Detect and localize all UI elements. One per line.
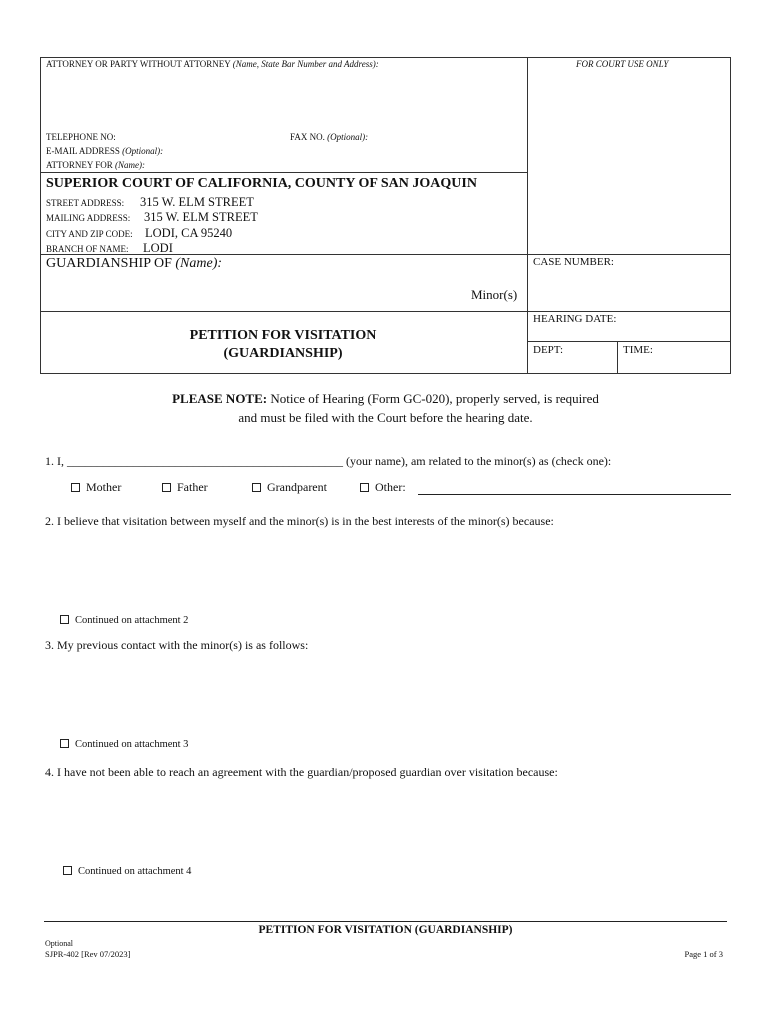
hearing-divider: [527, 341, 731, 342]
other-checkbox[interactable]: [360, 483, 369, 492]
time-label: TIME:: [623, 344, 653, 356]
petition-title-line2: (GUARDIANSHIP): [223, 346, 343, 361]
petition-title: [40, 328, 526, 362]
attorney-for-label: ATTORNEY FOR (Name):: [46, 160, 146, 170]
your-name-field[interactable]: ______________________________________________: [67, 454, 343, 468]
branch-row: [46, 239, 173, 257]
father-label: Father: [177, 480, 208, 494]
footer-rule: [44, 921, 727, 922]
case-block-divider: [41, 311, 731, 312]
fax-label: FAX NO. (Optional):: [290, 132, 369, 142]
grandparent-checkbox[interactable]: [252, 483, 261, 492]
footer-form-id: SJPR-402 [Rev 07/2023]: [45, 949, 131, 959]
item-4: 4. I have not been able to reach an agreement with the guardian/proposed guardian over visitation because:: [45, 765, 558, 779]
continued-attachment-2[interactable]: [60, 615, 188, 626]
item-3-answer-area[interactable]: [60, 656, 730, 732]
branch-label: BRANCH OF NAME:: [46, 244, 129, 254]
option-grandparent[interactable]: [252, 480, 327, 495]
item-3: 3. My previous contact with the minor(s) is as follows:: [45, 638, 309, 652]
attachment-3-label: Continued on attachment 3: [75, 739, 189, 750]
please-note-line1: Notice of Hearing (Form GC-020), properly served, is required: [270, 391, 599, 406]
caption-vertical-divider: [527, 58, 528, 374]
father-checkbox[interactable]: [162, 483, 171, 492]
option-father[interactable]: [162, 480, 208, 495]
attachment-4-checkbox[interactable]: [63, 866, 72, 875]
continued-attachment-4[interactable]: [63, 866, 191, 877]
attachment-4-label: Continued on attachment 4: [78, 866, 192, 877]
street-address-label: STREET ADDRESS:: [46, 198, 125, 208]
court-name: SUPERIOR COURT OF CALIFORNIA, COUNTY OF SAN JOAQUIN: [46, 176, 477, 191]
item-1-prefix: 1. I,: [45, 454, 64, 468]
footer-page-number: Page 1 of 3: [684, 949, 723, 959]
telephone-label: TELEPHONE NO:: [46, 132, 116, 142]
please-note-line2: and must be filed with the Court before the hearing date.: [238, 410, 533, 425]
item-4-answer-area[interactable]: [60, 783, 730, 859]
attachment-2-label: Continued on attachment 2: [75, 615, 189, 626]
mailing-address-value: 315 W. ELM STREET: [144, 210, 258, 224]
attachment-2-checkbox[interactable]: [60, 615, 69, 624]
city-zip-value: LODI, CA 95240: [145, 226, 233, 240]
mailing-address-label: MAILING ADDRESS:: [46, 213, 131, 223]
grandparent-label: Grandparent: [267, 480, 327, 494]
attorney-hint: (Name, State Bar Number and Address):: [232, 59, 379, 69]
please-note: [40, 389, 731, 427]
city-zip-label: CITY AND ZIP CODE:: [46, 229, 133, 239]
petition-title-line1: PETITION FOR VISITATION: [189, 328, 377, 343]
dept-label: DEPT:: [533, 344, 564, 356]
item-2: 2. I believe that visitation between myself and the minor(s) is in the best interests of the minor(s) because:: [45, 514, 554, 528]
please-note-label: PLEASE NOTE:: [172, 391, 268, 406]
branch-value: LODI: [143, 241, 173, 255]
footer-optional: Optional: [45, 939, 73, 948]
street-address-value: 315 W. ELM STREET: [140, 195, 254, 209]
other-specify-field[interactable]: [418, 494, 731, 495]
attorney-label: ATTORNEY OR PARTY WITHOUT ATTORNEY (Name, State Bar Number and Address):: [46, 59, 379, 69]
guardianship-of-label: GUARDIANSHIP OF (Name):: [46, 256, 223, 271]
hearing-date-label: HEARING DATE:: [533, 313, 617, 325]
other-label: Other:: [375, 480, 406, 494]
mother-label: Mother: [86, 480, 122, 494]
option-mother[interactable]: [71, 480, 121, 495]
mother-checkbox[interactable]: [71, 483, 80, 492]
option-other[interactable]: [360, 480, 406, 495]
item-2-answer-area[interactable]: [60, 532, 730, 608]
email-label: E-MAIL ADDRESS (Optional):: [46, 146, 164, 156]
dept-time-divider: [617, 341, 618, 374]
attachment-3-checkbox[interactable]: [60, 739, 69, 748]
footer-title: PETITION FOR VISITATION (GUARDIANSHIP): [258, 924, 513, 936]
item-1-suffix: (your name), am related to the minor(s) as (check one):: [346, 454, 612, 468]
case-number-label: CASE NUMBER:: [533, 256, 614, 268]
court-use-only: FOR COURT USE ONLY: [576, 59, 669, 69]
attorney-block-divider: [41, 172, 527, 173]
continued-attachment-3[interactable]: [60, 739, 188, 750]
item-1: [45, 454, 611, 469]
minors-label: Minor(s): [471, 287, 518, 302]
